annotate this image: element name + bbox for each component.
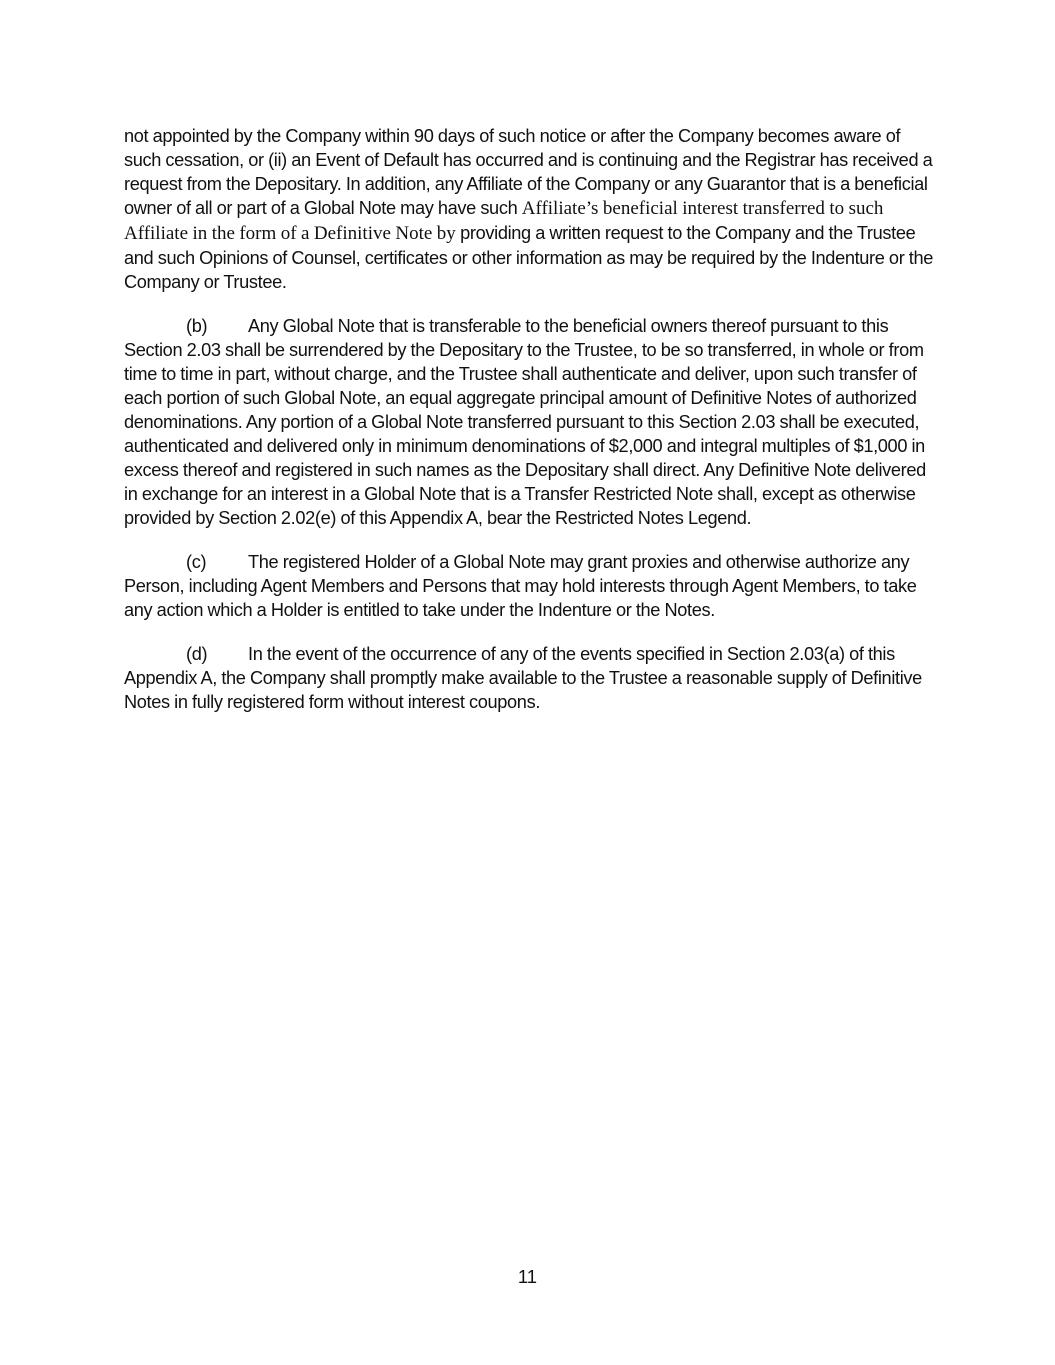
paragraph-a-continued [124, 124, 936, 294]
paragraph-a-text-serif: Affiliate’s beneficial interest transferred to such Affiliate in the form of a Definitive Note by [124, 198, 884, 244]
paragraph-d [124, 642, 936, 714]
paragraph-c-label: (c) [186, 552, 207, 572]
paragraph-c-text: The registered Holder of a Global Note may grant proxies and otherwise authorize any Person, including Agent Members and Persons that may hold interests through Agent Members, to take any action which a Holder is entitled to take under the Indenture or the Notes. [124, 552, 917, 620]
paragraph-b-label: (b) [186, 316, 208, 336]
document-body [124, 124, 936, 734]
paragraph-b [124, 314, 936, 530]
paragraph-d-text: In the event of the occurrence of any of the events specified in Section 2.03(a) of this Appendix A, the Company shall promptly make available to the Trustee a reasonable supply of Definitive Notes in fully registered form without interest coupons. [124, 644, 922, 712]
page-number: 11 [517, 1266, 538, 1287]
paragraph-a-text-part3: providing a written request to the Company and the Trustee and such Opinions of Counsel, certificates or other information as may be required by the Indenture or the Company or Trustee. [124, 223, 934, 292]
paragraph-d-label: (d) [186, 644, 208, 664]
paragraph-a-text-part1: not appointed by the Company within 90 days of such notice or after the Company becomes aware of such cessation, or (ii) an Event of Default has occurred and is continuing and the Registrar has received a request from the Depositary. In addition, any Affiliate of the Company or any Guarantor that is a beneficial owner of all or part of a Global Note may have such [124, 126, 933, 218]
paragraph-c [124, 550, 936, 622]
paragraph-b-text: Any Global Note that is transferable to the beneficial owners thereof pursuant to this Section 2.03 shall be surrendered by the Depositary to the Trustee, to be so transferred, in whole or from time to time in part, without charge, and the Trustee shall authenticate and deliver, upon such transfer of each portion of such Global Note, an equal aggregate principal amount of Definitive Notes of authorized denominations. Any portion of a Global Note transferred pursuant to this Section 2.03 shall be executed, authenticated and delivered only in minimum denominations of $2,000 and integral multiples of $1,000 in excess thereof and registered in such names as the Depositary shall direct. Any Definitive Note delivered in exchange for an interest in a Global Note that is a Transfer Restricted Note shall, except as otherwise provided by Section 2.02(e) of this Appendix A, bear the Restricted Notes Legend. [124, 316, 926, 528]
